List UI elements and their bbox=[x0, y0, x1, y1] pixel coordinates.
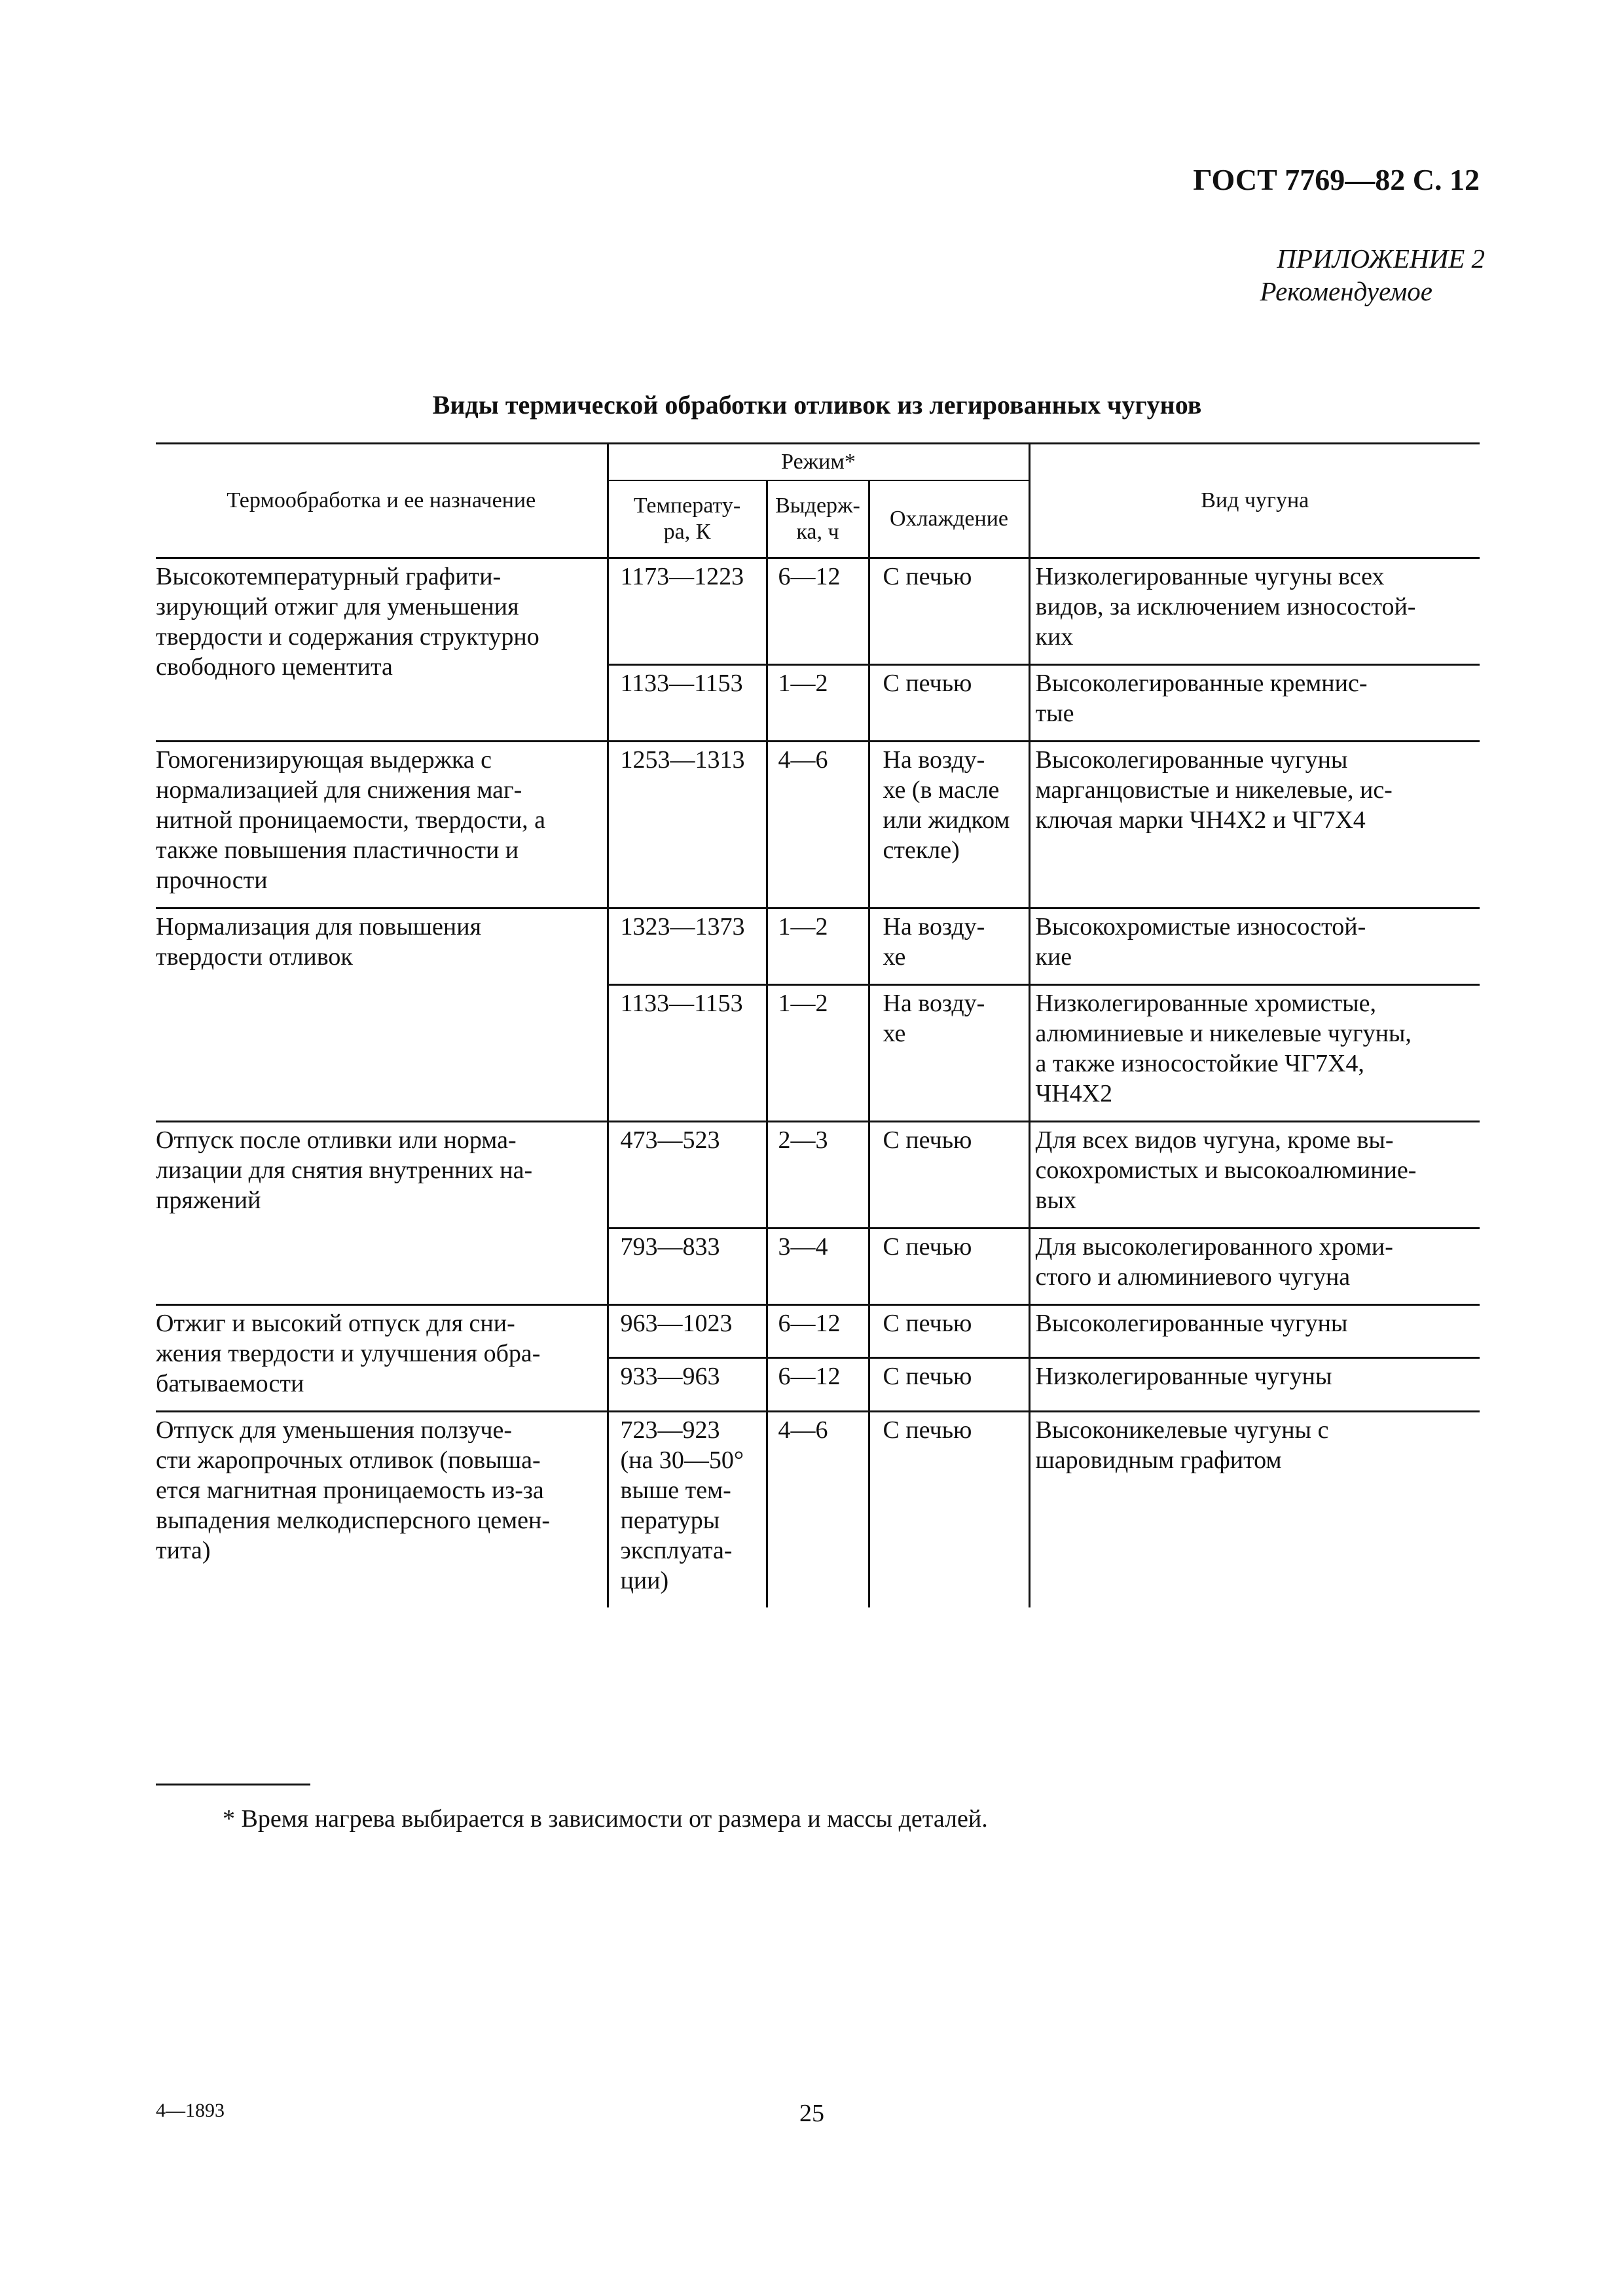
standard-header: ГОСТ 7769—82 С. 12 bbox=[1193, 163, 1480, 196]
cell-temperature: 723—923 (на 30—50° выше тем- пературы эксплуата- ции) bbox=[608, 1411, 767, 1607]
cell-cooling: С печью bbox=[869, 1228, 1029, 1304]
cell-iron-type: Для высоколегированного хроми- стого и алюминиевого чугуна bbox=[1029, 1228, 1480, 1304]
cell-iron-type: Низколегированные чугуны всех видов, за исключением износостой- ких bbox=[1029, 558, 1480, 664]
header-cooling: Охлаждение bbox=[869, 480, 1029, 558]
cell-temperature: 963—1023 bbox=[608, 1304, 767, 1358]
cell-iron-type: Высокохромистые износостой- кие bbox=[1029, 908, 1480, 984]
header-temperature: Температу- ра, К bbox=[608, 480, 767, 558]
heat-treatment-table-wrapper bbox=[156, 442, 1480, 1607]
appendix-status: Рекомендуемое bbox=[1260, 276, 1432, 306]
appendix-label: ПРИЛОЖЕНИЕ 2 bbox=[1277, 243, 1485, 274]
appendix-block bbox=[982, 242, 1485, 308]
table-row bbox=[156, 908, 1480, 984]
heat-treatment-table bbox=[156, 442, 1480, 1607]
cell-iron-type: Для всех видов чугуна, кроме вы- сокохромистых и высокоалюминие- вых bbox=[1029, 1121, 1480, 1228]
print-code: 4—1893 bbox=[156, 2100, 225, 2121]
cell-iron-type: Высоколегированные чугуны bbox=[1029, 1304, 1480, 1358]
header-hold: Выдерж- ка, ч bbox=[767, 480, 869, 558]
cell-temperature: 1173—1223 bbox=[608, 558, 767, 664]
cell-iron-type: Высоколегированные кремнис- тые bbox=[1029, 664, 1480, 741]
cell-hold: 4—6 bbox=[767, 741, 869, 908]
footnote-rule bbox=[156, 1784, 310, 1785]
cell-temperature: 1133—1153 bbox=[608, 664, 767, 741]
cell-hold: 6—12 bbox=[767, 1304, 869, 1358]
table-row bbox=[156, 741, 1480, 908]
cell-temperature: 933—963 bbox=[608, 1358, 767, 1412]
header-regime: Режим* bbox=[608, 444, 1029, 481]
cell-hold: 1—2 bbox=[767, 664, 869, 741]
cell-process: Нормализация для повышения твердости отливок bbox=[156, 908, 608, 1121]
header-process: Термообработка и ее назначение bbox=[156, 444, 608, 558]
cell-process: Отпуск после отливки или норма- лизации для снятия внутренних на- пряжений bbox=[156, 1121, 608, 1304]
cell-temperature: 1323—1373 bbox=[608, 908, 767, 984]
table-row bbox=[156, 1411, 1480, 1607]
cell-hold: 6—12 bbox=[767, 1358, 869, 1412]
cell-cooling: С печью bbox=[869, 1304, 1029, 1358]
cell-cooling: На возду- хе (в масле или жидком стекле) bbox=[869, 741, 1029, 908]
table-title: Виды термической обработки отливок из легированных чугунов bbox=[432, 390, 1202, 420]
cell-iron-type: Высоконикелевые чугуны с шаровидным графитом bbox=[1029, 1411, 1480, 1607]
cell-cooling: С печью bbox=[869, 558, 1029, 664]
cell-hold: 1—2 bbox=[767, 908, 869, 984]
cell-temperature: 793—833 bbox=[608, 1228, 767, 1304]
table-body bbox=[156, 558, 1480, 1607]
cell-hold: 1—2 bbox=[767, 984, 869, 1121]
table-row bbox=[156, 558, 1480, 664]
cell-hold: 3—4 bbox=[767, 1228, 869, 1304]
cell-cooling: С печью bbox=[869, 1121, 1029, 1228]
cell-cooling: На возду- хе bbox=[869, 984, 1029, 1121]
cell-process: Отжиг и высокий отпуск для сни- жения твердости и улучшения обра- батываемости bbox=[156, 1304, 608, 1411]
cell-temperature: 473—523 bbox=[608, 1121, 767, 1228]
cell-temperature: 1133—1153 bbox=[608, 984, 767, 1121]
header-iron-type: Вид чугуна bbox=[1029, 444, 1480, 558]
cell-iron-type: Высоколегированные чугуны марганцовистые и никелевые, ис- ключая марки ЧН4Х2 и ЧГ7Х4 bbox=[1029, 741, 1480, 908]
cell-temperature: 1253—1313 bbox=[608, 741, 767, 908]
cell-cooling: На возду- хе bbox=[869, 908, 1029, 984]
table-row bbox=[156, 1121, 1480, 1228]
cell-process: Отпуск для уменьшения ползуче- сти жаропрочных отливок (повыша- ется магнитная проницаемость из-за выпадения мелкодисперсного цемен- тита) bbox=[156, 1411, 608, 1607]
cell-cooling: С печью bbox=[869, 1358, 1029, 1412]
cell-hold: 6—12 bbox=[767, 558, 869, 664]
cell-hold: 4—6 bbox=[767, 1411, 869, 1607]
cell-process: Гомогенизирующая выдержка с нормализацией для снижения маг- нитной проницаемости, твердости, а также повышения пластичности и прочности bbox=[156, 741, 608, 908]
cell-hold: 2—3 bbox=[767, 1121, 869, 1228]
table-row bbox=[156, 1304, 1480, 1358]
cell-iron-type: Низколегированные хромистые, алюминиевые и никелевые чугуны, а также износостойкие ЧГ7Х4, ЧН4Х2 bbox=[1029, 984, 1480, 1121]
cell-process: Высокотемпературный графити- зирующий отжиг для уменьшения твердости и содержания структурно свободного цементита bbox=[156, 558, 608, 741]
cell-cooling: С печью bbox=[869, 664, 1029, 741]
page-number: 25 bbox=[799, 2100, 824, 2127]
cell-cooling: С печью bbox=[869, 1411, 1029, 1607]
footnote: * Время нагрева выбирается в зависимости от размера и массы деталей. bbox=[223, 1805, 988, 1833]
cell-iron-type: Низколегированные чугуны bbox=[1029, 1358, 1480, 1412]
